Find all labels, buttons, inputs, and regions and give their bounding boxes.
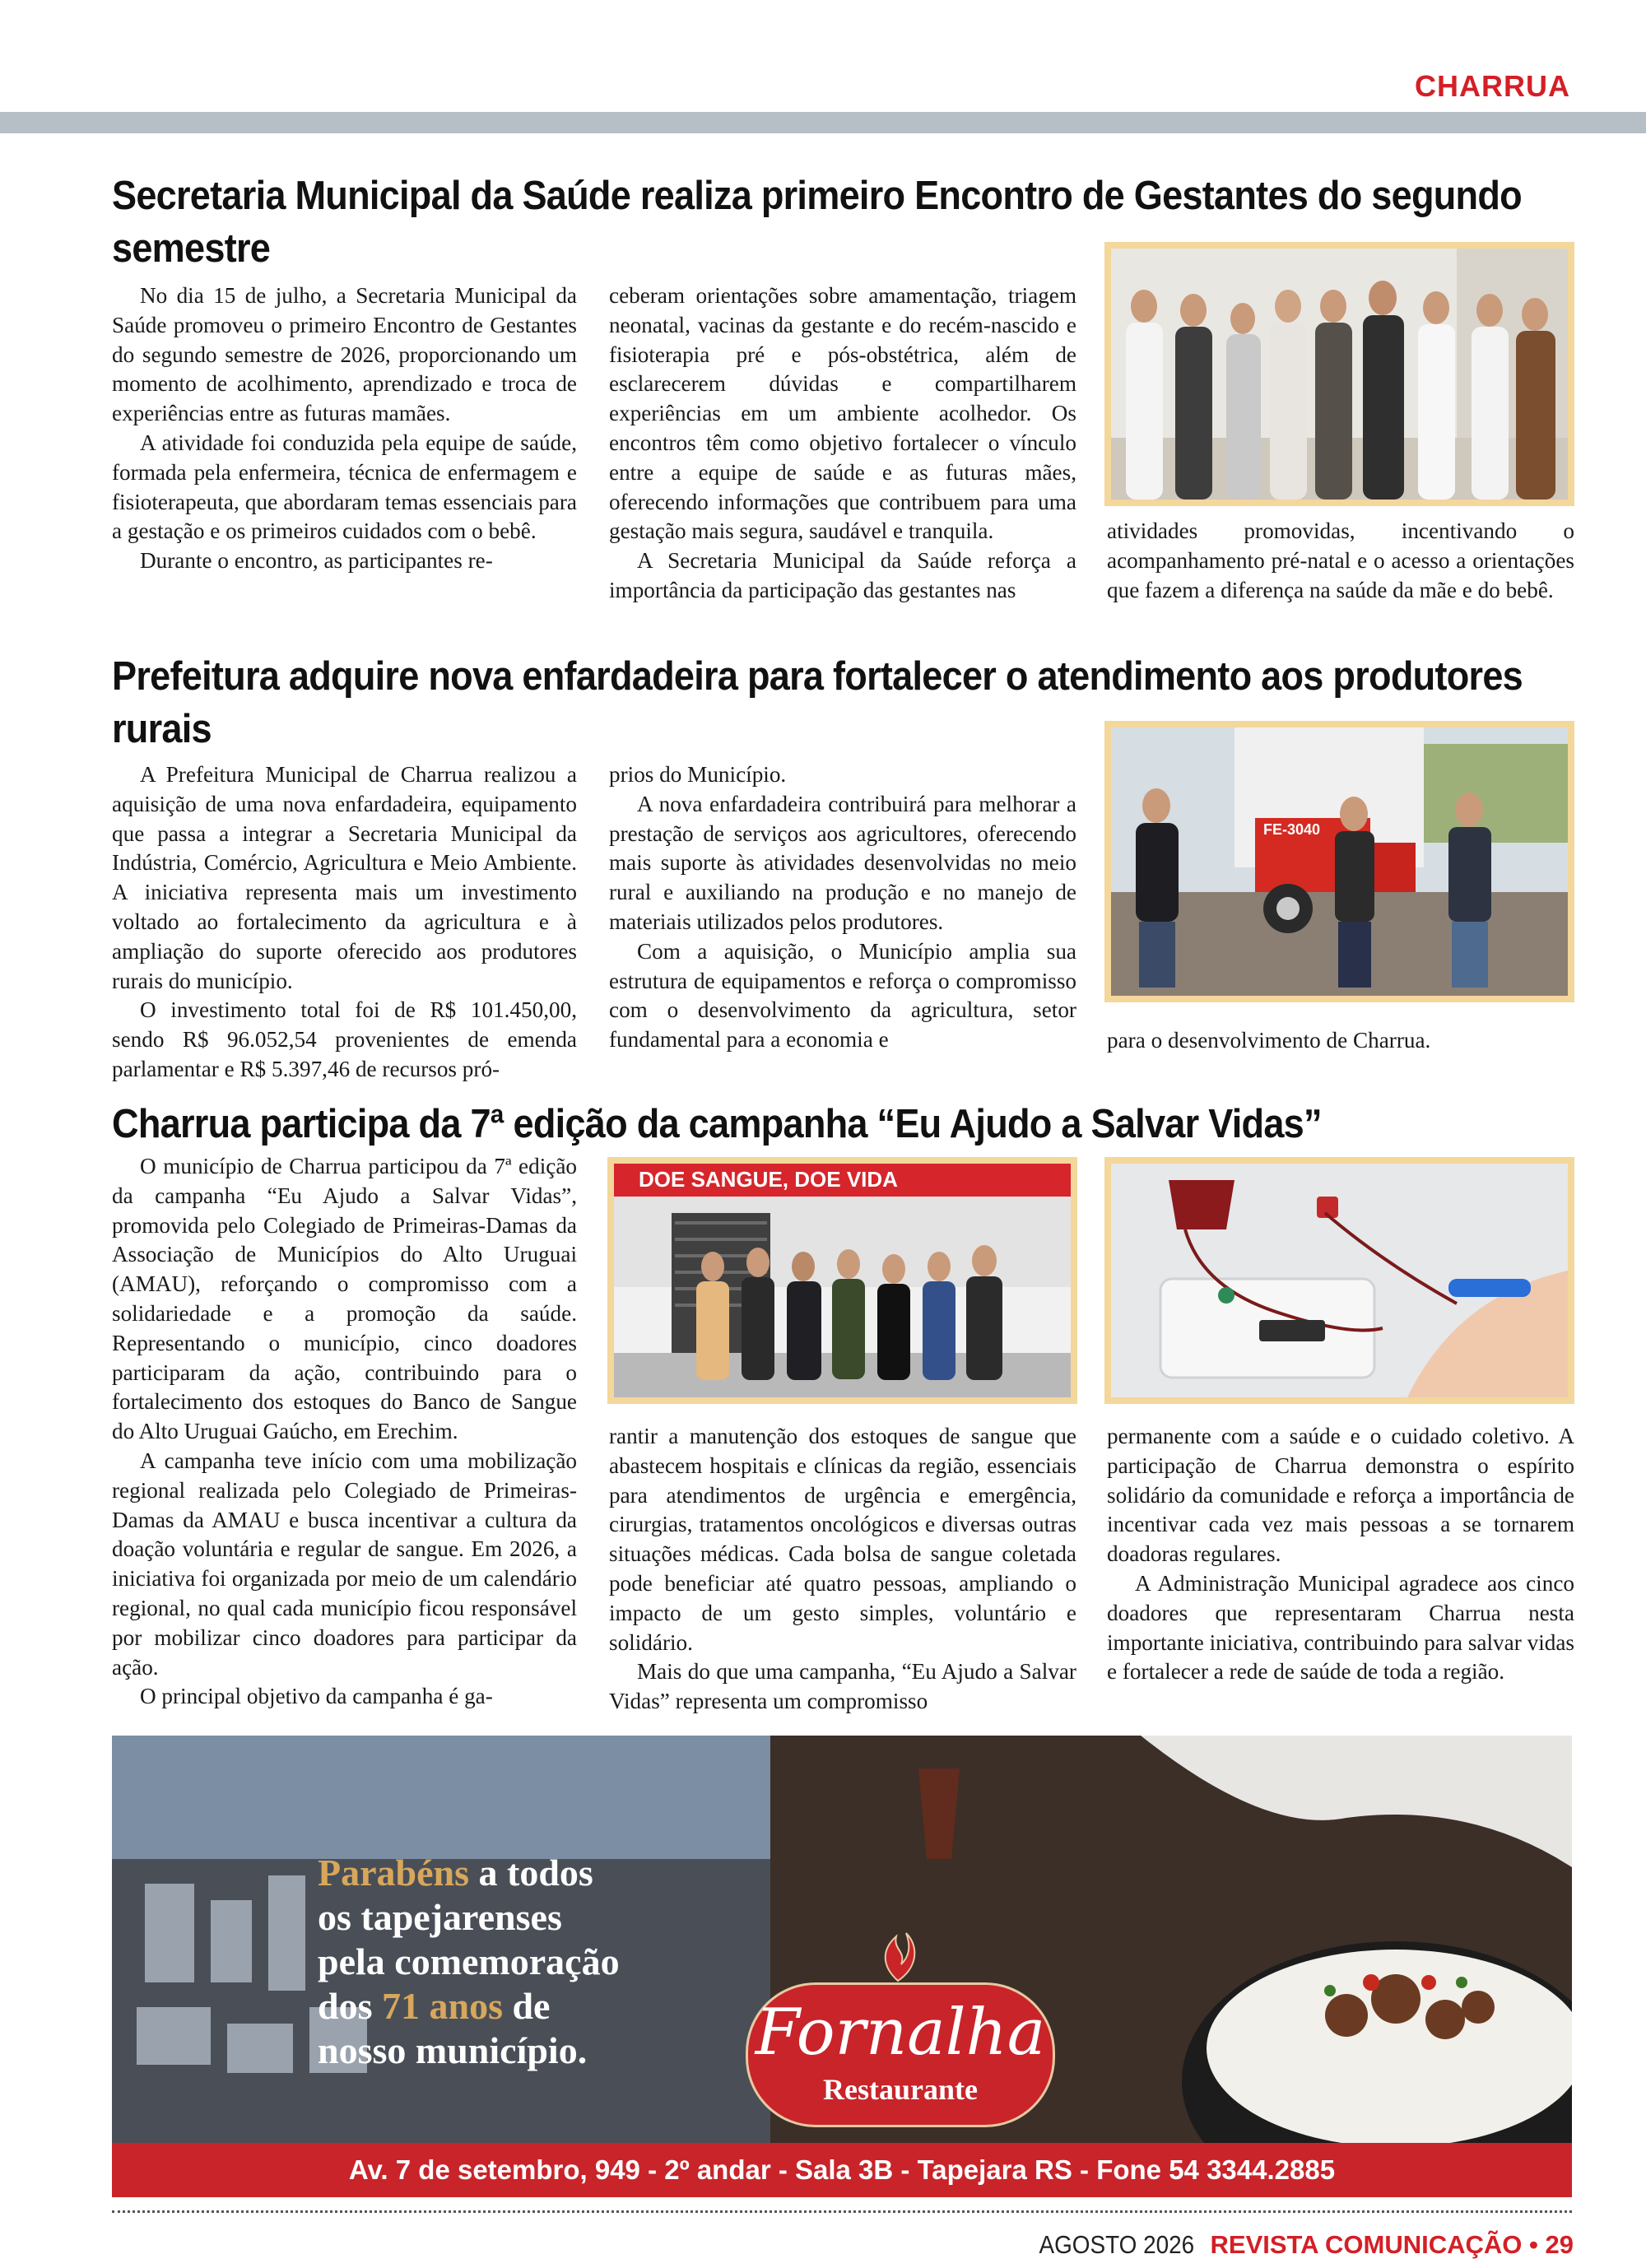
ad-headline-gold: 71 anos	[381, 1985, 503, 2027]
paragraph: Com a aquisição, o Município amplia sua estrutura de equipamentos e reforça o compromisso com o desenvolvimento da agricultura, setor fundamental para a economia e	[609, 938, 1076, 1053]
logo-subtitle: Restaurante	[823, 2073, 978, 2106]
article2-col3	[1107, 1026, 1574, 1056]
article3-col2	[609, 1422, 1076, 1717]
article1-col3	[1107, 517, 1574, 605]
article3-photo1	[607, 1157, 1077, 1404]
footer-rule	[112, 2210, 1572, 2213]
restaurant-logo	[746, 1982, 1055, 2127]
paragraph: A Secretaria Municipal da Saúde reforça a importância da participação das gestantes nas	[609, 548, 1076, 602]
article2-title: Prefeitura adquire nova enfardadeira para fortalecer o atendimento aos produtores rurais	[112, 654, 1523, 751]
machine-label: FE-3040	[1263, 821, 1321, 838]
paragraph: Mais do que uma campanha, “Eu Ajudo a Salvar Vidas” representa um compromisso	[609, 1659, 1076, 1714]
group-photo-image	[1111, 249, 1568, 500]
paragraph: No dia 15 de julho, a Secretaria Municipal da Saúde promoveu o primeiro Encontro de Gestantes do segundo semestre de 2026, proporcionando um momento de acolhimento, aprendizado e troca de experiências entre as futuras mamães.	[112, 283, 577, 426]
footer-page-number: 29	[1545, 2230, 1574, 2259]
article1-title: Secretaria Municipal da Saúde realiza primeiro Encontro de Gestantes do segundo semestre	[112, 174, 1522, 271]
header-band	[0, 112, 1646, 133]
article1-col2	[609, 281, 1076, 606]
ad-address: Av. 7 de setembro, 949 - 2º andar - Sala 3B - Tapejara RS - Fone 54 3344.2885	[348, 2154, 1336, 2185]
paragraph: rantir a manutenção dos estoques de sangue que abastecem hospitais e clínicas da região, essenciais para atendimentos de urgência e emergência, cirurgias, tratamentos oncológicos e diversas outras situações médicas. Cada bolsa de sangue coletada pode beneficiar até quatro pessoas, ampliando o impacto de um gesto simples, voluntário e solidário.	[609, 1424, 1076, 1655]
paragraph: A campanha teve início com uma mobilização regional realizada pelo Colegiado de Primeiras-Damas da AMAU e busca incentivar a cultura da doação voluntária e regular de sangue. Em 2026, a iniciativa foi organizada por meio de um calendário regional, no qual cada município ficou responsável por mobilizar cinco doadores para participar da ação.	[112, 1448, 577, 1680]
sign-text: DOE SANGUE, DOE VIDA	[639, 1167, 898, 1192]
article3-col1	[112, 1152, 577, 1712]
ad-headline-gold: Parabéns	[318, 1852, 469, 1894]
paragraph: A Administração Municipal agradece aos cinco doadores que representaram Charrua nesta importante iniciativa, contribuindo para salvar vidas e fortalecer a rede de saúde de toda a região.	[1107, 1570, 1574, 1685]
footer-magazine: REVISTA COMUNICAÇÃO	[1210, 2230, 1523, 2259]
ad-headline-text: pela comemoração	[318, 1940, 620, 1982]
baler-photo-image	[1111, 727, 1568, 996]
ad-headline-text: a todos	[469, 1852, 593, 1894]
paragraph: O município de Charrua participou da 7ª edição da campanha “Eu Ajudo a Salvar Vidas”, promovida pelo Colegiado de Primeiras-Damas da Associação de Municípios do Alto Uruguai (AMAU), reforçando o compromisso com a solidariedade e a promoção da saúde. Representando o município, cinco doadores participaram da ação, contribuindo para o fortalecimento dos estoques do Banco de Sangue do Alto Uruguai Gaúcho, em Erechim.	[112, 1154, 577, 1444]
ad-headline	[318, 1851, 746, 2073]
article1-photo	[1104, 242, 1574, 506]
article2-col2	[609, 760, 1076, 1055]
article2-col1	[112, 760, 577, 1085]
ad-headline-text: os tapejarenses	[318, 1896, 562, 1938]
footer-month: AGOSTO 2026	[1039, 2230, 1195, 2259]
logo-name: Fornalha	[755, 1996, 1046, 2070]
article3-title: Charrua participa da 7ª edição da campanha “Eu Ajudo a Salvar Vidas”	[112, 1102, 1322, 1146]
ad-headline-text: de	[502, 1985, 551, 2027]
article1-col1	[112, 281, 577, 576]
blood-donation-photo-image	[1111, 1164, 1568, 1397]
footer-bullet: •	[1529, 2230, 1538, 2259]
article3-photo2	[1104, 1157, 1574, 1404]
paragraph: O investimento total foi de R$ 101.450,00, sendo R$ 96.052,54 provenientes de emenda parlamentar e R$ 5.397,46 de recursos pró-	[112, 997, 577, 1081]
paragraph: permanente com a saúde e o cuidado coletivo. A participação de Charrua demonstra o espírito solidário da comunidade e reforça a importância de incentivar cada vez mais pessoas a se tornarem doadoras regulares.	[1107, 1424, 1574, 1567]
ad-address-bar	[112, 2143, 1572, 2197]
paragraph: para o desenvolvimento de Charrua.	[1107, 1028, 1431, 1053]
paragraph: ceberam orientações sobre amamentação, triagem neonatal, vacinas da gestante e do recém-nascido e fisioterapia pré e pós-obstétrica, além de esclarecerem dúvidas e compartilharem experiências em um ambiente acolhedor. Os encontros têm como objetivo fortalecer o vínculo entre a equipe de saúde e as futuras mães, oferecendo informações que contribuem para uma gestação mais segura, saudável e tranquila.	[609, 283, 1076, 544]
donors-photo-image	[614, 1164, 1071, 1397]
paragraph: A nova enfardadeira contribuirá para melhorar a prestação de serviços aos agricultores, oferecendo mais suporte às atividades desenvolvidas no meio rural e auxiliando na produção e no manejo de materiais utilizados pelos produtores.	[609, 791, 1076, 934]
ad-headline-text: nosso município.	[318, 2029, 588, 2071]
page-footer	[1030, 2230, 1574, 2260]
flame-icon	[873, 1917, 923, 1982]
paragraph: atividades promovidas, incentivando o acompanhamento pré-natal e o acesso a orientações que fazem a diferença na saúde da mãe e do bebê.	[1107, 518, 1574, 602]
advertisement[interactable]	[112, 1736, 1572, 2197]
article3-col3	[1107, 1422, 1574, 1687]
paragraph: A Prefeitura Municipal de Charrua realizou a aquisição de uma nova enfardadeira, equipamento que passa a integrar a Secretaria Municipal da Indústria, Comércio, Agricultura e Meio Ambiente. A iniciativa representa mais um investimento voltado ao fortalecimento da agricultura e à ampliação do suporte oferecido aos produtores rurais do município.	[112, 762, 577, 993]
paragraph: Durante o encontro, as participantes re-	[140, 548, 493, 574]
section-tag: CHARRUA	[1415, 69, 1570, 103]
paragraph: O principal objetivo da campanha é ga-	[140, 1684, 493, 1709]
paragraph: prios do Município.	[609, 762, 787, 787]
paragraph: A atividade foi conduzida pela equipe de saúde, formada pela enfermeira, técnica de enfermagem e fisioterapeuta, que abordaram temas essenciais para a gestação e os primeiros cuidados com o bebê.	[112, 430, 577, 544]
ad-headline-text: dos	[318, 1985, 382, 2027]
article2-photo	[1104, 721, 1574, 1002]
